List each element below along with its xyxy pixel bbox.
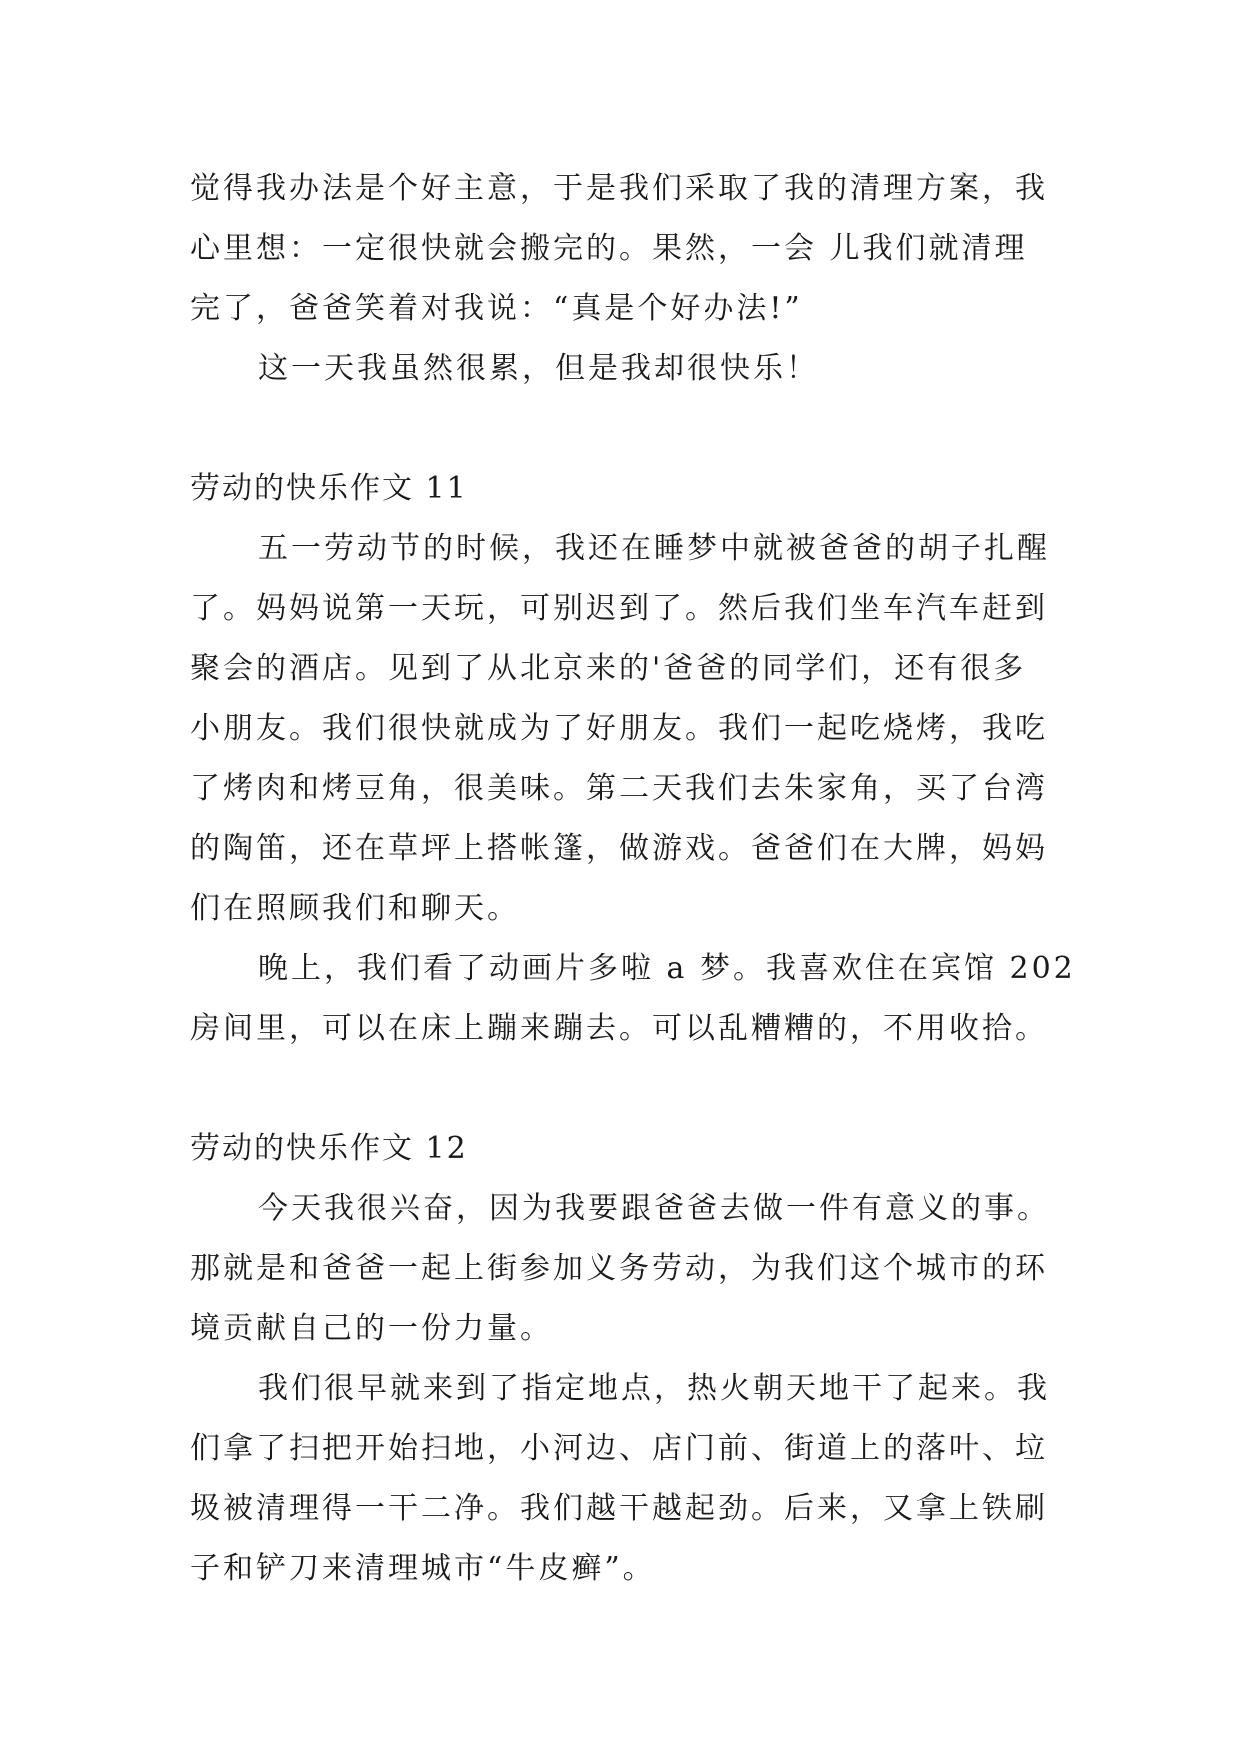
text-line: 五一劳动节的时候，我还在睡梦中就被爸爸的胡子扎醒: [258, 531, 1050, 566]
section-11-paragraph-1: [190, 519, 1060, 939]
text-line: 们在照顾我们和聊天。: [190, 891, 520, 926]
intro-closing-paragraph: 这一天我虽然很累，但是我却很快乐！: [258, 351, 819, 386]
section-12-paragraph-1: [190, 1179, 1060, 1359]
text-line: 那就是和爸爸一起上街参加义务劳动，为我们这个城市的环: [190, 1251, 1048, 1286]
section-11-heading: 劳动的快乐作文 11: [190, 471, 468, 506]
text-line: 境贡献自己的一份力量。: [190, 1311, 553, 1346]
text-line: 聚会的酒店。见到了从北京来的'爸爸的同学们，还有很多: [190, 651, 1027, 686]
text-line: 心里想：一定很快就会搬完的。果然，一会 儿我们就清理: [190, 231, 1028, 266]
section-gap: [190, 1059, 1060, 1119]
text-line: 圾被清理得一干二净。我们越干越起劲。后来，又拿上铁刷: [190, 1491, 1048, 1526]
document-body: [190, 159, 1076, 1599]
section-11-paragraph-2: [190, 939, 1076, 1059]
text-line: 今天我很兴奋，因为我要跟爸爸去做一件有意义的事。: [258, 1191, 1050, 1226]
text-line: 房间里，可以在床上蹦来蹦去。可以乱糟糟的，不用收拾。: [190, 1011, 1048, 1046]
text-line: 了。妈妈说第一天玩，可别迟到了。然后我们坐车汽车赶到: [190, 591, 1048, 626]
intro-paragraph: [190, 159, 1060, 339]
text-line: 觉得我办法是个好主意，于是我们采取了我的清理方案，我: [190, 171, 1048, 206]
text-line: 小朋友。我们很快就成为了好朋友。我们一起吃烧烤，我吃: [190, 711, 1048, 746]
text-line: 的陶笛，还在草坪上搭帐篷，做游戏。爸爸们在大牌，妈妈: [190, 831, 1048, 866]
text-line: 们拿了扫把开始扫地，小河边、店门前、街道上的落叶、垃: [190, 1431, 1048, 1466]
text-line: 完了，爸爸笑着对我说：“真是个好办法!”: [190, 291, 803, 326]
text-line: 了烤肉和烤豆角，很美味。第二天我们去朱家角，买了台湾: [190, 771, 1048, 806]
section-12-paragraph-2: [190, 1359, 1060, 1599]
section-12-heading: 劳动的快乐作文 12: [190, 1131, 468, 1166]
section-gap: [190, 399, 1060, 459]
text-line: 我们很早就来到了指定地点，热火朝天地干了起来。我: [258, 1371, 1050, 1406]
text-line: 晚上，我们看了动画片多啦 a 梦。我喜欢住在宾馆 202: [258, 951, 1076, 986]
text-line: 子和铲刀来清理城市“牛皮癣”。: [190, 1551, 656, 1586]
